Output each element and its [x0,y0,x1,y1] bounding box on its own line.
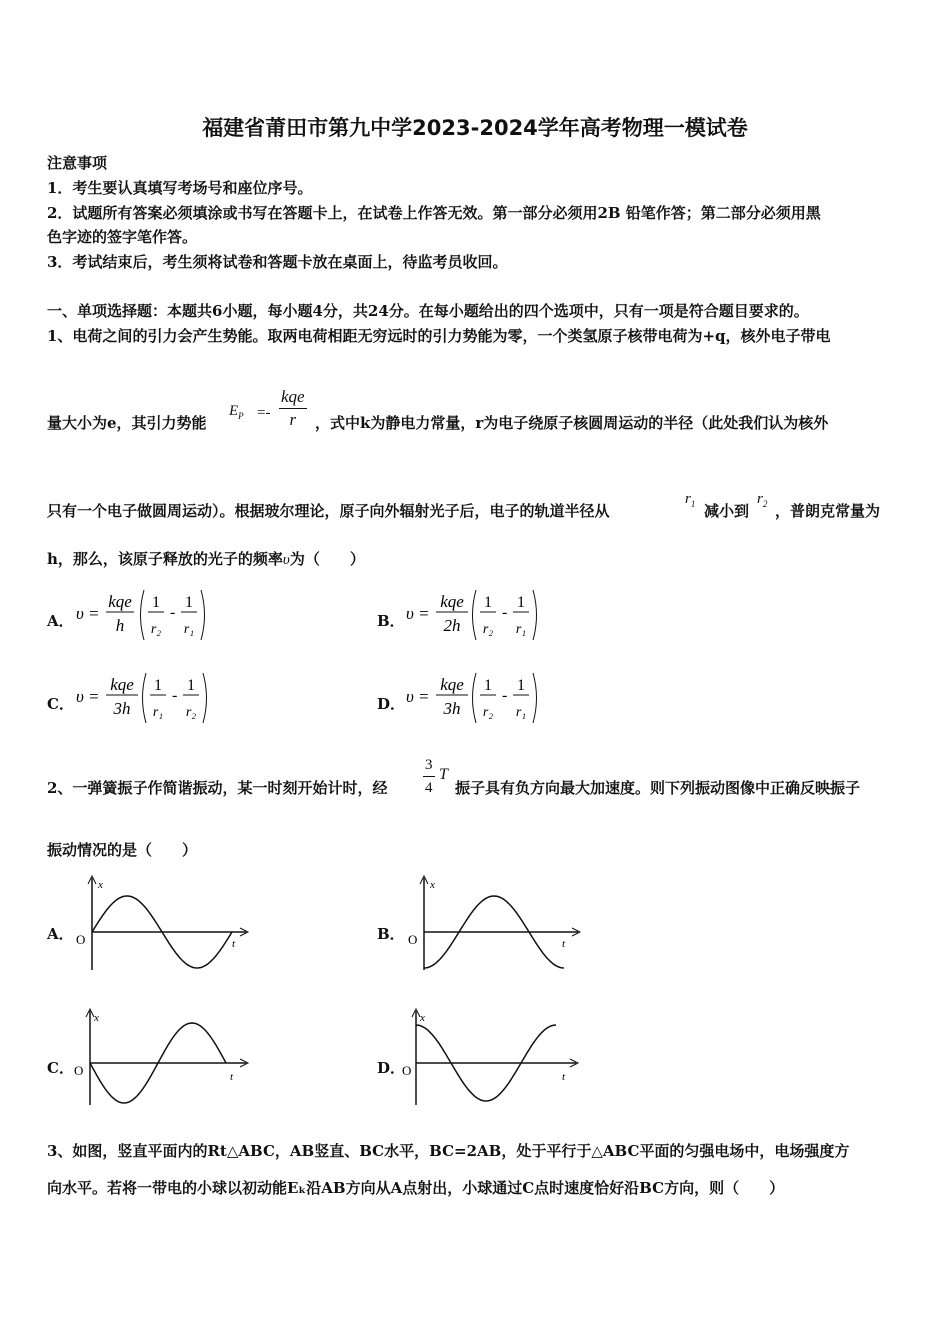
q2-text: 振子具有负方向最大加速度。则下列振动图像中正确反映振子 [455,779,861,797]
q1-text: ，普朗克常量为 [775,502,881,520]
nu-symbol: υ [282,552,290,568]
q2-option-a-label[interactable]: A． [47,925,74,943]
svg-text:-: - [502,604,508,621]
q1-option-b-label[interactable]: B． [377,612,405,630]
svg-text:3h: 3h [113,699,131,718]
svg-text:r₂: r₂ [185,705,197,720]
svg-text:kqe: kqe [440,592,464,611]
svg-text:1: 1 [187,677,195,694]
period-symbol: T [439,766,448,783]
svg-text:1: 1 [152,594,160,611]
svg-text:1: 1 [154,677,162,694]
svg-text:O: O [402,1063,412,1078]
q1-line2 [47,387,907,442]
q1-text: 只有一个电子做圆周运动）。根据玻尔理论，原子向外辐射光子后，电子的轨道半径从 [47,502,610,520]
svg-text:-: - [170,604,176,621]
svg-text:1: 1 [185,594,193,611]
svg-text:O: O [74,1063,84,1078]
q2-line1 [47,752,907,812]
q2-line2: 振动情况的是（ ） [47,841,198,859]
svg-text:1: 1 [517,677,525,694]
svg-text:kqe: kqe [440,675,464,694]
svg-text:υ =: υ = [406,604,430,623]
q2-graph-a [74,874,254,974]
svg-text:O: O [76,932,86,947]
q2-option-b-label[interactable]: B． [377,925,405,943]
q1-line1: 1、电荷之间的引力会产生势能。取两电荷相距无穷远时的引力势能为零，一个类氢原子核带电荷为+q，核外电子带电 [47,327,831,345]
svg-text:1: 1 [517,594,525,611]
notice-heading: 注意事项 [47,154,108,172]
svg-text:r₂: r₂ [482,705,494,720]
q1-option-a-formula [76,586,216,648]
svg-text:1: 1 [484,594,492,611]
svg-text:t: t [562,938,566,950]
r1-symbol: $r_1$ [685,491,696,509]
svg-text:x: x [94,1012,99,1024]
q3-line1: 3、如图，竖直平面内的Rt△ABC，AB竖直、BC水平，BC=2AB，处于平行于△ABC平面的匀强电场中，电场强度方 [47,1142,850,1160]
svg-text:2h: 2h [443,616,461,635]
svg-text:t: t [230,1071,234,1083]
notice-item: 3．考试结束后，考生须将试卷和答题卡放在桌面上，待监考员收回。 [47,253,508,271]
q2-graph-c [74,1007,254,1107]
svg-text:kqe: kqe [108,592,132,611]
svg-text:-: - [502,687,508,704]
q1-line4: h，那么，该原子释放的光子的频率υ为（ ） [47,550,365,568]
svg-text:1: 1 [484,677,492,694]
ep-fraction: kqe r [281,387,305,429]
q1-line3 [47,490,907,530]
svg-text:r₂: r₂ [150,622,162,637]
notice-item: 2．试题所有答案必须填涂或书写在答题卡上，在试卷上作答无效。第一部分必须用2B 铅笔作答；第二部分必须用黑 [47,204,821,222]
page-title: 福建省莆田市第九中学2023-2024学年高考物理一模试卷 [202,116,748,140]
notice-item: 1．考生要认真填写考场号和座位序号。 [47,179,313,197]
svg-text:r₂: r₂ [482,622,494,637]
q2-text: 2、一弹簧振子作简谐振动，某一时刻开始计时，经 [47,779,388,797]
svg-text:υ =: υ = [76,604,100,623]
r2-symbol: $r_2$ [757,491,768,509]
q3-line2: 向水平。若将一带电的小球以初动能Eₖ沿AB方向从A点射出，小球通过C点时速度恰好沿BC方向，则（ ） [47,1179,785,1197]
q2-option-c-label[interactable]: C． [47,1059,74,1077]
section-heading: 一、单项选择题：本题共6小题，每小题4分，共24分。在每小题给出的四个选项中，只有一项是符合题目要求的。 [47,302,809,320]
three-quarter-fraction: $\frac{3}{4}$ [423,754,435,799]
q1-option-c-formula [76,669,216,731]
svg-text:x: x [420,1012,425,1024]
svg-text:r₁: r₁ [183,622,195,637]
q1-text: 减小到 [704,502,750,520]
svg-text:t: t [232,938,236,950]
q1-text: 量大小为e，其引力势能 [47,414,207,432]
q1-option-c-label[interactable]: C． [47,695,74,713]
svg-text:x: x [98,879,103,891]
svg-text:-: - [172,687,178,704]
ep-symbol: $E_P$ [229,403,244,421]
q2-option-d-label[interactable]: D． [377,1059,406,1077]
svg-text:υ =: υ = [406,687,430,706]
svg-text:r₁: r₁ [515,622,527,637]
q1-option-d-label[interactable]: D． [377,695,406,713]
q2-graph-b [406,874,586,974]
svg-text:r₁: r₁ [152,705,164,720]
svg-text:h: h [115,616,125,635]
q1-option-b-formula [406,586,546,648]
notice-item: 色字迹的签字笔作答。 [47,228,198,246]
svg-text:O: O [408,932,418,947]
svg-text:t: t [562,1071,566,1083]
q1-option-a-label[interactable]: A． [47,612,74,630]
svg-text:r₁: r₁ [515,705,527,720]
q1-option-d-formula [406,669,546,731]
svg-text:υ =: υ = [76,687,100,706]
svg-text:3h: 3h [443,699,461,718]
q1-text: ，式中k为静电力常量，r为电子绕原子核圆周运动的半径（此处我们认为核外 [315,414,829,432]
svg-text:kqe: kqe [110,675,134,694]
equals-sign: =- [257,405,271,421]
q2-graph-d [400,1007,584,1107]
svg-text:x: x [430,879,435,891]
